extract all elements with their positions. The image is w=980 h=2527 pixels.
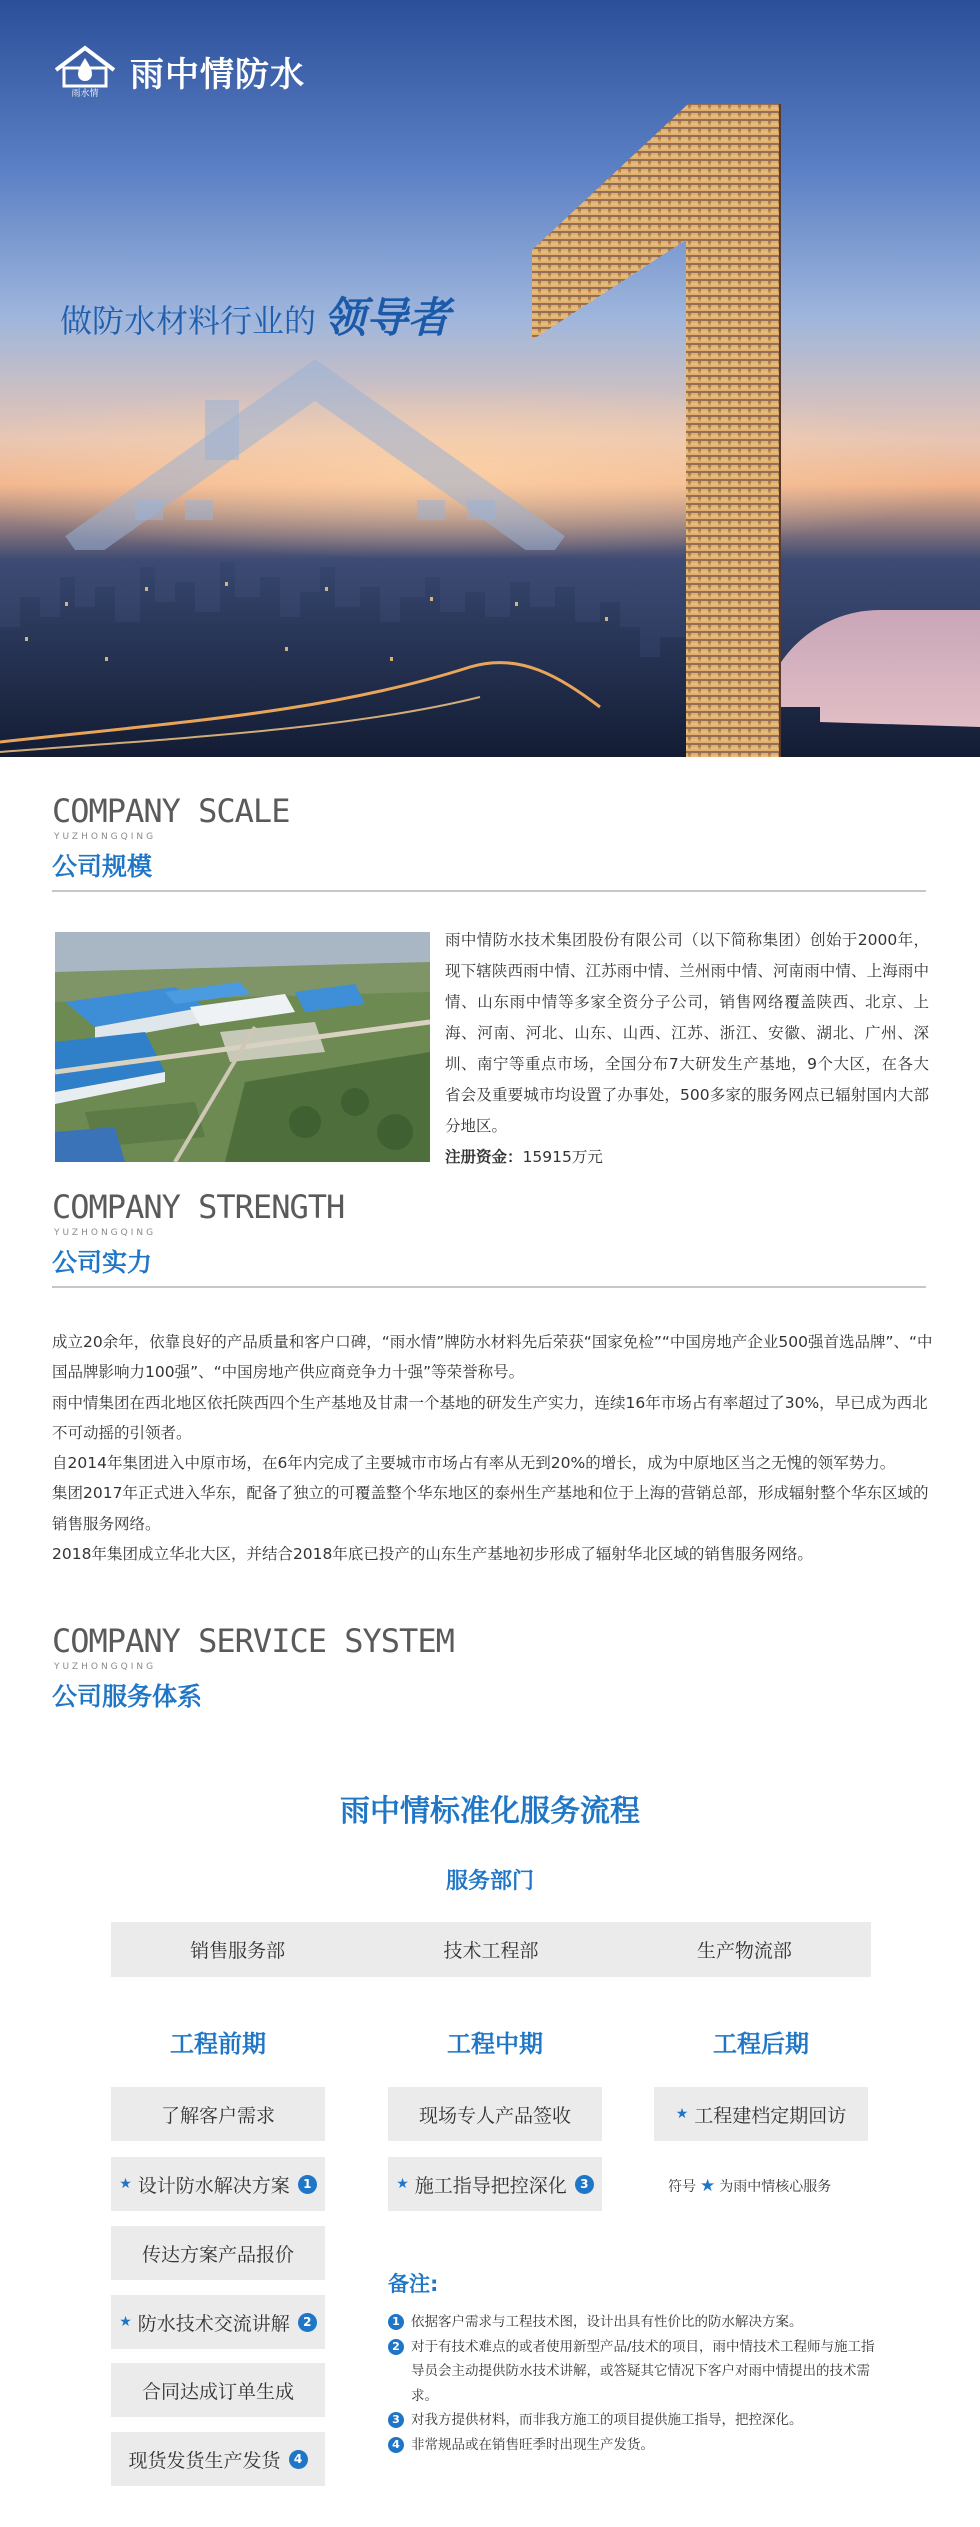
note-number-badge: 1 (388, 2314, 404, 2330)
step-label: 了解客户需求 (160, 2104, 275, 2127)
step-contract (111, 2363, 325, 2417)
brand-name: 雨中情防水 (130, 54, 305, 95)
note-number-badge: 1 (298, 2175, 317, 2194)
note-number-badge: 4 (388, 2437, 404, 2453)
note-number-badge: 3 (388, 2412, 404, 2428)
scale-description (445, 925, 929, 1173)
step-understand-needs (111, 2087, 325, 2141)
step-onsite-receipt (388, 2087, 602, 2141)
star-icon: ★ (119, 2314, 132, 2330)
note-item (388, 2408, 888, 2433)
section-divider (52, 1286, 926, 1288)
note-number-badge: 4 (289, 2450, 308, 2469)
step-label: 传达方案产品报价 (141, 2243, 294, 2266)
star-icon: ★ (675, 2106, 689, 2122)
section-title-cn: 公司实力 (52, 1248, 153, 1277)
section-divider (52, 890, 926, 892)
step-delivery (111, 2432, 325, 2486)
legend-prefix: 符号 (668, 2179, 696, 2195)
department-bar (111, 1922, 871, 1977)
section-subtitle: YUZHONGQING (54, 832, 157, 842)
strength-paragraph: 成立20余年，依靠良好的产品质量和客户口碑，“雨水情”牌防水材料先后荣获“国家免检”“中国房地产企业500强首选品牌”、“中国品牌影响力100强”、“中国房地产供应商竞争力十强”等荣誉称号。 (52, 1333, 933, 1382)
note-item (388, 2310, 888, 2335)
strength-paragraph: 自2014年集团进入中原市场，在6年内完成了主要城市市场占有率从无到20%的增长，成为中原地区当之无愧的领军势力。 (52, 1454, 896, 1473)
note-text: 对我方提供材料，而非我方施工的项目提供施工指导，把控深化。 (411, 2412, 803, 2428)
step-construction-guidance (388, 2157, 602, 2211)
step-quote (111, 2226, 325, 2280)
registered-capital (445, 1142, 929, 1173)
note-number-badge: 2 (298, 2313, 317, 2332)
hero-banner (0, 0, 980, 757)
star-icon: ★ (119, 2176, 132, 2192)
section-header-scale (52, 792, 928, 892)
logo-mark-text: 雨水情 (71, 88, 99, 98)
step-label: 合同达成订单生成 (141, 2380, 294, 2403)
star-icon: ★ (396, 2176, 409, 2192)
section-title-en: COMPANY STRENGTH (52, 1188, 345, 1226)
dept-sales: 销售服务部 (190, 1940, 286, 1962)
slogan-emphasis: 领导者 (324, 293, 451, 342)
phase-mid: 工程中期 (447, 2030, 543, 2058)
phase-late: 工程后期 (713, 2030, 809, 2058)
note-text: 依据客户需求与工程技术图，设计出具有性价比的防水解决方案。 (411, 2314, 803, 2330)
notes-title: 备注: (388, 2272, 439, 2296)
step-label: 工程建档定期回访 (694, 2104, 847, 2127)
section-subtitle: YUZHONGQING (54, 1662, 157, 1672)
dept-engineering: 技术工程部 (443, 1940, 539, 1962)
legend-suffix: 为雨中情核心服务 (719, 2179, 832, 2195)
dept-logistics: 生产物流部 (696, 1940, 792, 1962)
note-item (388, 2335, 888, 2409)
star-legend (668, 2176, 831, 2196)
hero-slogan (60, 285, 450, 345)
strength-paragraph: 雨中情集团在西北地区依托陕西四个生产基地及甘肃一个基地的研发生产实力，连续16年市场占有率超过了30%，早已成为西北不可动摇的引领者。 (52, 1393, 928, 1442)
factory-aerial-photo (55, 932, 430, 1162)
step-label: 施工指导把控深化 (414, 2174, 567, 2197)
note-number-badge: 3 (575, 2175, 594, 2194)
section-header-service (52, 1622, 928, 1714)
step-design-solution (111, 2157, 325, 2211)
step-label: 现货发货生产发货 (128, 2449, 281, 2472)
step-label: 现场专人产品签收 (418, 2104, 571, 2127)
section-title-en: COMPANY SCALE (52, 792, 290, 830)
strength-description (52, 1327, 936, 1569)
capital-value: 15915万元 (522, 1148, 603, 1166)
house-droplet-icon (52, 44, 118, 98)
strength-paragraph: 集团2017年正式进入华东，配备了独立的可覆盖整个华东地区的泰州生产基地和位于上海的营销总部，形成辐射整个华东区域的销售服务网络。 (52, 1484, 929, 1533)
phase-early: 工程前期 (170, 2030, 266, 2058)
section-title-cn: 公司服务体系 (52, 1682, 203, 1711)
step-label: 防水技术交流讲解 (137, 2312, 290, 2335)
section-subtitle: YUZHONGQING (54, 1228, 157, 1238)
slogan-text: 做防水材料行业的 (60, 302, 317, 340)
notes-list (388, 2310, 888, 2457)
section-title-cn: 公司规模 (52, 852, 153, 881)
note-item (388, 2433, 888, 2458)
brand-logo[interactable] (52, 44, 305, 98)
step-label: 设计防水解决方案 (137, 2174, 290, 2197)
section-title-en: COMPANY SERVICE SYSTEM (52, 1622, 454, 1660)
capital-label: 注册资金： (445, 1148, 523, 1166)
note-text: 非常规品或在销售旺季时出现生产发货。 (411, 2436, 654, 2453)
note-number-badge: 2 (388, 2339, 404, 2355)
star-icon: ★ (700, 2176, 716, 2196)
service-dept-title: 服务部门 (445, 1869, 534, 1894)
service-flow-title: 雨中情标准化服务流程 (340, 1794, 640, 1829)
tower-number-one (0, 0, 980, 757)
step-followup (654, 2087, 868, 2141)
factory-illustration (55, 932, 430, 1162)
section-header-strength (52, 1188, 928, 1288)
step-tech-exchange (111, 2295, 325, 2349)
scale-body: 雨中情防水技术集团股份有限公司（以下简称集团）创始于2000年，现下辖陕西雨中情、江苏雨中情、兰州雨中情、河南雨中情、上海雨中情、山东雨中情等多家全资分子公司，销售网络覆盖陕西、北京、上海、河南、河北、山东、山西、江苏、浙江、安徽、湖北、广州、深圳、南宁等重点市场，全国分布7大研发生产基地，9个大区，在各大省会及重要城市均设置了办事处，500多家的服务网点已辐射国内大部分地区。 (445, 931, 929, 1135)
strength-paragraph: 2018年集团成立华北大区，并结合2018年底已投产的山东生产基地初步形成了辐射华北区域的销售服务网络。 (52, 1545, 813, 1564)
note-text: 对于有技术难点的或者使用新型产品/技术的项目，雨中情技术工程师与施工指导员会主动提供防水技术讲解，或答疑其它情况下客户对雨中情提出的技术需求。 (411, 2338, 875, 2404)
